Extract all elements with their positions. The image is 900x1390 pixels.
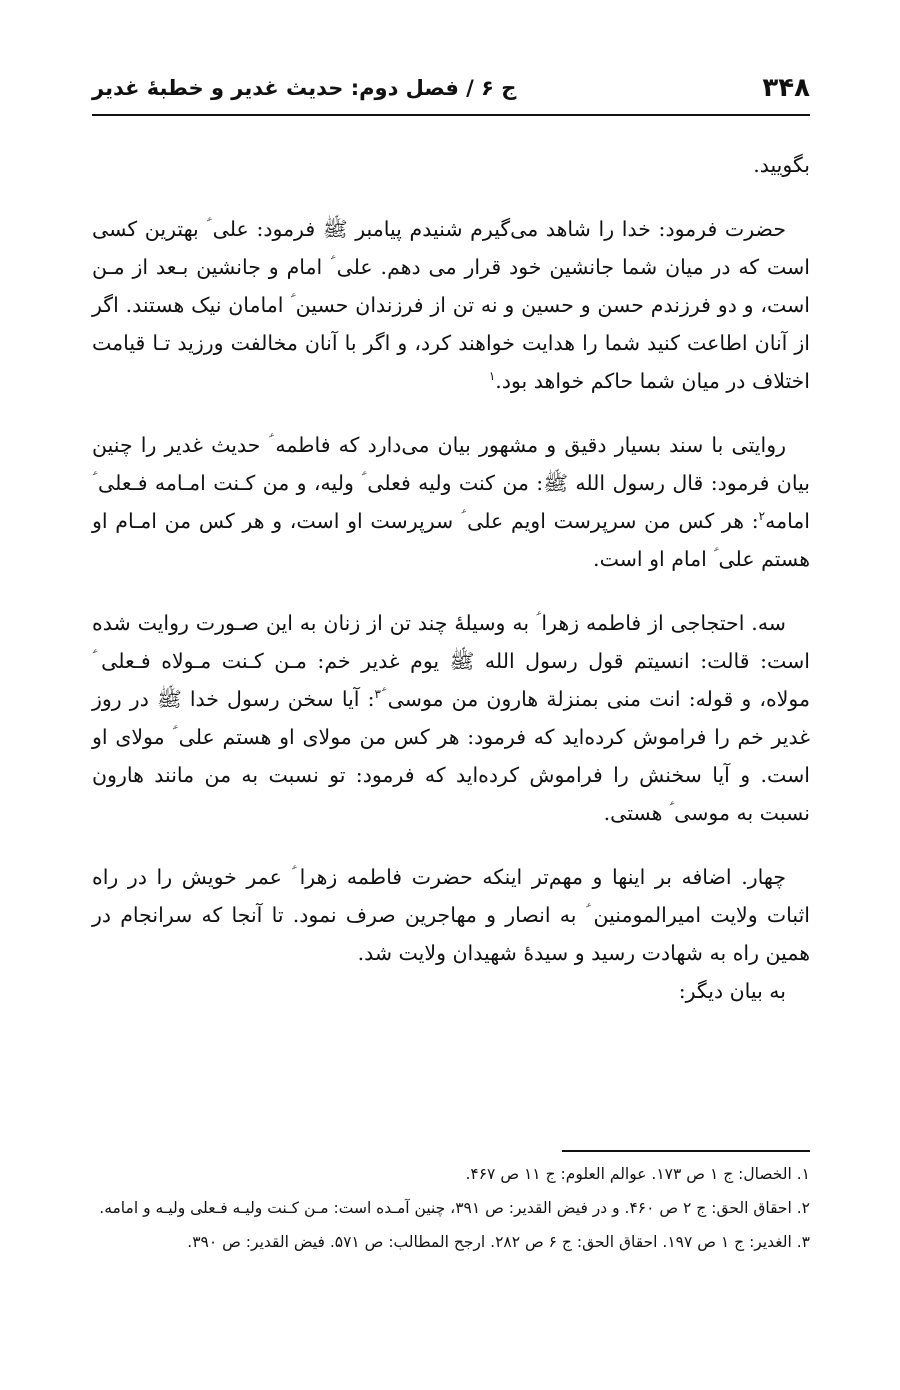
paragraph-fatima-narration [92, 426, 810, 578]
paragraph-text: سه. احتجاجی از فاطمه زهرا ؑ به وسیلۀ چند تن از زنان به این صـورت روایت شده است: قالت: انسیتم قول رسول الله ﷺ یوم غدیر خم: مـن کـنت مـولاه فـعلی ؑ مولاه، و قوله: انت منی بمنزلة هارون من موسی ؑ [92, 611, 811, 711]
footnote-mark[interactable]: ۱ [488, 369, 496, 384]
paragraph-argument-three [92, 604, 810, 832]
footnote-3: ۳. الغدیر: ج ۱ ص ۱۹۷. احقاق الحق: ج ۶ ص ۲۸۲. ارجح المطالب: ص ۵۷۱. فیض القدیر: ص ۳۹۰. [187, 1233, 810, 1251]
body-text [92, 146, 810, 1036]
footnote-mark[interactable]: ۳ [374, 687, 381, 702]
paragraph-text: به بیان دیگر: [678, 979, 786, 1003]
footnote-divider [562, 1150, 810, 1152]
footnote-2: ۲. احقاق الحق: ج ۲ ص ۴۶۰. و در فیض القدیر: ص ۳۹۱، چنین آمـده است: مـن کـنت ولیـه فـعلی ولیـه و امامه. [99, 1199, 810, 1217]
footnotes [92, 1160, 810, 1262]
paragraph-text: روایتی با سند بسیار دقیق و مشهور بیان می‌دارد که فاطمه ؑ حدیث غدیر را چنین بیان فرمود: قال رسول الله ﷺ: من کنت ولیه فعلی ؑ ولیه، و من کـنت امـامه فـعلی ؑ امامه [92, 433, 810, 533]
footnote-mark[interactable]: ۲ [758, 509, 766, 524]
paragraph-text: بگویید. [753, 153, 810, 177]
page-header [92, 62, 810, 116]
paragraph-text: حضرت فرمود: خدا را شاهد می‌گیرم شنیدم پیامبر ﷺ فرمود: علی ؑ بهترین کسی است که در میان شما جانشین خود قرار می دهم. علی ؑ امام و جانشین بـعد از مـن است، و دو فرزندم حسن و حسین و نه تن از فرزندان حسین ؑ امامان نیک هستند. اگر از آنان اطاعت کنید شما را هدایت خواهند کرد، و اگر با آنان مخالفت ورزید تـا قیامت اختلاف در میان شما حاکم خواهد بود. [92, 217, 810, 393]
paragraph-hadith-imams [92, 210, 810, 400]
running-head: ج ۶ / فصل دوم: حدیث غدیر و خطبۀ غدیر [92, 76, 517, 100]
paragraph-text: : آیا سخن رسول خدا ﷺ در روز غدیر خم را فراموش کرده‌اید که فرمود: هر کس من مولای او هستم علی ؑ مولای او است. و آیا سخنش را فراموش کرده‌اید که فرمود: تو نسبت به من مانند هارون نسبت به موسی ؑ هستی. [92, 687, 810, 825]
paragraph-text: : هر کس من سرپرست اویم علی ؑ سرپرست او است، و هر کس من امـام او هستم علی ؑ امام او است. [92, 509, 810, 571]
paragraph-closing [92, 972, 810, 1010]
footnote-1: ۱. الخصال: ج ۱ ص ۱۷۳. عوالم العلوم: ج ۱۱ ص ۴۶۷. [465, 1165, 810, 1183]
paragraph-text: چهار. اضافه بر اینها و مهم‌تر اینکه حضرت فاطمه زهرا ؑ عمر خویش را در راه اثبات ولایت امیرالمومنین ؑ به انصار و مهاجرین صرف نمود. تا آنجا که سرانجام در همین راه به شهادت رسید و سیدۀ شهیدان ولایت شد. [92, 865, 810, 965]
paragraph-argument-four [92, 858, 810, 972]
paragraph-opening [92, 146, 810, 184]
book-page [92, 0, 810, 1390]
page-number: ۳۴۸ [762, 73, 810, 103]
